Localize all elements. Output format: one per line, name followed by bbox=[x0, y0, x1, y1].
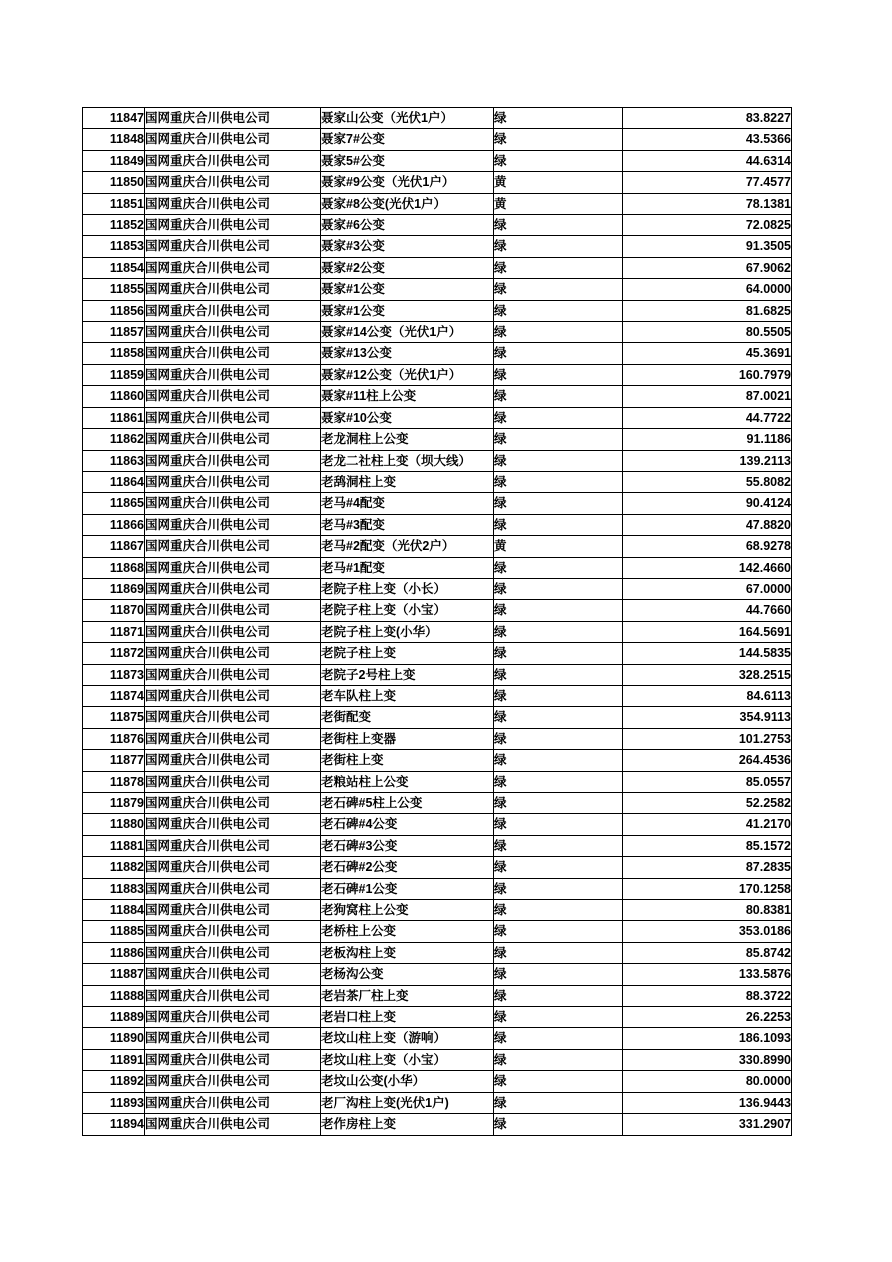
row-id-cell: 11869 bbox=[83, 578, 145, 599]
transformer-name-cell: 聂家#13公变 bbox=[321, 343, 494, 364]
value-cell: 64.0000 bbox=[623, 279, 792, 300]
table-row bbox=[83, 771, 792, 792]
transformer-name-cell: 聂家#2公变 bbox=[321, 257, 494, 278]
transformer-name-cell: 老街柱上变 bbox=[321, 750, 494, 771]
row-id-cell: 11853 bbox=[83, 236, 145, 257]
table-row bbox=[83, 1114, 792, 1135]
status-cell: 绿 bbox=[494, 108, 623, 129]
row-id-cell: 11856 bbox=[83, 300, 145, 321]
company-cell: 国网重庆合川供电公司 bbox=[145, 750, 321, 771]
company-cell: 国网重庆合川供电公司 bbox=[145, 707, 321, 728]
transformer-name-cell: 老马#2配变（光伏2户） bbox=[321, 536, 494, 557]
row-id-cell: 11851 bbox=[83, 193, 145, 214]
transformer-name-cell: 老粮站柱上公变 bbox=[321, 771, 494, 792]
transformer-name-cell: 老龙二社柱上变（坝大线） bbox=[321, 450, 494, 471]
status-cell: 绿 bbox=[494, 322, 623, 343]
value-cell: 90.4124 bbox=[623, 493, 792, 514]
status-cell: 绿 bbox=[494, 493, 623, 514]
table-row bbox=[83, 215, 792, 236]
transformer-name-cell: 老石碑#2公变 bbox=[321, 857, 494, 878]
company-cell: 国网重庆合川供电公司 bbox=[145, 257, 321, 278]
transformer-name-cell: 老院子柱上变（小宝） bbox=[321, 600, 494, 621]
row-id-cell: 11866 bbox=[83, 514, 145, 535]
value-cell: 83.8227 bbox=[623, 108, 792, 129]
company-cell: 国网重庆合川供电公司 bbox=[145, 108, 321, 129]
value-cell: 52.2582 bbox=[623, 793, 792, 814]
table-row bbox=[83, 1092, 792, 1113]
value-cell: 26.2253 bbox=[623, 1007, 792, 1028]
row-id-cell: 11890 bbox=[83, 1028, 145, 1049]
status-cell: 绿 bbox=[494, 664, 623, 685]
row-id-cell: 11857 bbox=[83, 322, 145, 343]
value-cell: 133.5876 bbox=[623, 964, 792, 985]
company-cell: 国网重庆合川供电公司 bbox=[145, 942, 321, 963]
row-id-cell: 11888 bbox=[83, 985, 145, 1006]
company-cell: 国网重庆合川供电公司 bbox=[145, 578, 321, 599]
company-cell: 国网重庆合川供电公司 bbox=[145, 279, 321, 300]
row-id-cell: 11847 bbox=[83, 108, 145, 129]
row-id-cell: 11887 bbox=[83, 964, 145, 985]
row-id-cell: 11862 bbox=[83, 429, 145, 450]
status-cell: 绿 bbox=[494, 750, 623, 771]
company-cell: 国网重庆合川供电公司 bbox=[145, 1071, 321, 1092]
table-row bbox=[83, 429, 792, 450]
status-cell: 绿 bbox=[494, 343, 623, 364]
transformer-name-cell: 聂家7#公变 bbox=[321, 129, 494, 150]
transformer-name-cell: 聂家#10公变 bbox=[321, 407, 494, 428]
company-cell: 国网重庆合川供电公司 bbox=[145, 835, 321, 856]
table-row bbox=[83, 364, 792, 385]
company-cell: 国网重庆合川供电公司 bbox=[145, 493, 321, 514]
company-cell: 国网重庆合川供电公司 bbox=[145, 150, 321, 171]
transformer-name-cell: 聂家#11柱上公变 bbox=[321, 386, 494, 407]
value-cell: 87.2835 bbox=[623, 857, 792, 878]
status-cell: 绿 bbox=[494, 236, 623, 257]
table-row bbox=[83, 557, 792, 578]
row-id-cell: 11854 bbox=[83, 257, 145, 278]
status-cell: 绿 bbox=[494, 450, 623, 471]
value-cell: 85.8742 bbox=[623, 942, 792, 963]
status-cell: 绿 bbox=[494, 857, 623, 878]
value-cell: 44.6314 bbox=[623, 150, 792, 171]
company-cell: 国网重庆合川供电公司 bbox=[145, 471, 321, 492]
table-row bbox=[83, 1028, 792, 1049]
table-row bbox=[83, 1049, 792, 1070]
table-row bbox=[83, 236, 792, 257]
row-id-cell: 11878 bbox=[83, 771, 145, 792]
value-cell: 85.1572 bbox=[623, 835, 792, 856]
row-id-cell: 11889 bbox=[83, 1007, 145, 1028]
table-row bbox=[83, 407, 792, 428]
value-cell: 186.1093 bbox=[623, 1028, 792, 1049]
company-cell: 国网重庆合川供电公司 bbox=[145, 1028, 321, 1049]
company-cell: 国网重庆合川供电公司 bbox=[145, 322, 321, 343]
company-cell: 国网重庆合川供电公司 bbox=[145, 300, 321, 321]
company-cell: 国网重庆合川供电公司 bbox=[145, 964, 321, 985]
value-cell: 353.0186 bbox=[623, 921, 792, 942]
status-cell: 绿 bbox=[494, 578, 623, 599]
table-row bbox=[83, 172, 792, 193]
table-row bbox=[83, 664, 792, 685]
transformer-name-cell: 老狗窝柱上公变 bbox=[321, 900, 494, 921]
company-cell: 国网重庆合川供电公司 bbox=[145, 1049, 321, 1070]
row-id-cell: 11865 bbox=[83, 493, 145, 514]
value-cell: 81.6825 bbox=[623, 300, 792, 321]
table-row bbox=[83, 900, 792, 921]
company-cell: 国网重庆合川供电公司 bbox=[145, 664, 321, 685]
transformer-name-cell: 老板沟柱上变 bbox=[321, 942, 494, 963]
transformer-name-cell: 老街柱上变器 bbox=[321, 728, 494, 749]
table-row bbox=[83, 600, 792, 621]
table-row bbox=[83, 964, 792, 985]
transformer-name-cell: 老石碑#5柱上公变 bbox=[321, 793, 494, 814]
status-cell: 绿 bbox=[494, 900, 623, 921]
table-row bbox=[83, 728, 792, 749]
status-cell: 绿 bbox=[494, 557, 623, 578]
transformer-name-cell: 聂家#3公变 bbox=[321, 236, 494, 257]
status-cell: 绿 bbox=[494, 1049, 623, 1070]
row-id-cell: 11863 bbox=[83, 450, 145, 471]
row-id-cell: 11884 bbox=[83, 900, 145, 921]
row-id-cell: 11877 bbox=[83, 750, 145, 771]
status-cell: 绿 bbox=[494, 771, 623, 792]
row-id-cell: 11855 bbox=[83, 279, 145, 300]
table-row bbox=[83, 108, 792, 129]
company-cell: 国网重庆合川供电公司 bbox=[145, 878, 321, 899]
value-cell: 72.0825 bbox=[623, 215, 792, 236]
value-cell: 142.4660 bbox=[623, 557, 792, 578]
value-cell: 164.5691 bbox=[623, 621, 792, 642]
row-id-cell: 11879 bbox=[83, 793, 145, 814]
row-id-cell: 11891 bbox=[83, 1049, 145, 1070]
value-cell: 264.4536 bbox=[623, 750, 792, 771]
transformer-name-cell: 老岩口柱上变 bbox=[321, 1007, 494, 1028]
table-row bbox=[83, 578, 792, 599]
status-cell: 绿 bbox=[494, 942, 623, 963]
row-id-cell: 11876 bbox=[83, 728, 145, 749]
status-cell: 绿 bbox=[494, 1071, 623, 1092]
transformer-name-cell: 老院子柱上变（小长） bbox=[321, 578, 494, 599]
row-id-cell: 11871 bbox=[83, 621, 145, 642]
transformer-name-cell: 老作房柱上变 bbox=[321, 1114, 494, 1135]
transformer-name-cell: 老马#1配变 bbox=[321, 557, 494, 578]
row-id-cell: 11858 bbox=[83, 343, 145, 364]
transformer-name-cell: 老石碑#1公变 bbox=[321, 878, 494, 899]
value-cell: 47.8820 bbox=[623, 514, 792, 535]
transformer-name-cell: 老院子柱上变 bbox=[321, 643, 494, 664]
table-row bbox=[83, 386, 792, 407]
transformer-name-cell: 老厂沟柱上变(光伏1户) bbox=[321, 1092, 494, 1113]
table-row bbox=[83, 279, 792, 300]
company-cell: 国网重庆合川供电公司 bbox=[145, 857, 321, 878]
transformer-name-cell: 老马#4配变 bbox=[321, 493, 494, 514]
row-id-cell: 11875 bbox=[83, 707, 145, 728]
company-cell: 国网重庆合川供电公司 bbox=[145, 685, 321, 706]
status-cell: 绿 bbox=[494, 600, 623, 621]
table-row bbox=[83, 322, 792, 343]
company-cell: 国网重庆合川供电公司 bbox=[145, 343, 321, 364]
status-cell: 绿 bbox=[494, 429, 623, 450]
company-cell: 国网重庆合川供电公司 bbox=[145, 771, 321, 792]
row-id-cell: 11874 bbox=[83, 685, 145, 706]
table-row bbox=[83, 857, 792, 878]
row-id-cell: 11880 bbox=[83, 814, 145, 835]
status-cell: 绿 bbox=[494, 364, 623, 385]
value-cell: 331.2907 bbox=[623, 1114, 792, 1135]
row-id-cell: 11873 bbox=[83, 664, 145, 685]
company-cell: 国网重庆合川供电公司 bbox=[145, 643, 321, 664]
status-cell: 绿 bbox=[494, 921, 623, 942]
company-cell: 国网重庆合川供电公司 bbox=[145, 600, 321, 621]
table-row bbox=[83, 129, 792, 150]
status-cell: 绿 bbox=[494, 707, 623, 728]
table-row bbox=[83, 300, 792, 321]
value-cell: 67.9062 bbox=[623, 257, 792, 278]
row-id-cell: 11860 bbox=[83, 386, 145, 407]
transformer-name-cell: 老龙洞柱上公变 bbox=[321, 429, 494, 450]
transformer-name-cell: 老坟山柱上变（游响） bbox=[321, 1028, 494, 1049]
status-cell: 绿 bbox=[494, 793, 623, 814]
value-cell: 85.0557 bbox=[623, 771, 792, 792]
company-cell: 国网重庆合川供电公司 bbox=[145, 386, 321, 407]
value-cell: 91.3505 bbox=[623, 236, 792, 257]
value-cell: 84.6113 bbox=[623, 685, 792, 706]
value-cell: 77.4577 bbox=[623, 172, 792, 193]
value-cell: 44.7660 bbox=[623, 600, 792, 621]
status-cell: 绿 bbox=[494, 835, 623, 856]
value-cell: 91.1186 bbox=[623, 429, 792, 450]
transformer-name-cell: 老院子柱上变(小华） bbox=[321, 621, 494, 642]
transformer-name-cell: 老石碑#3公变 bbox=[321, 835, 494, 856]
value-cell: 41.2170 bbox=[623, 814, 792, 835]
value-cell: 101.2753 bbox=[623, 728, 792, 749]
transformer-name-cell: 聂家#1公变 bbox=[321, 279, 494, 300]
transformer-table bbox=[82, 107, 792, 1136]
value-cell: 330.8990 bbox=[623, 1049, 792, 1070]
table-row bbox=[83, 450, 792, 471]
company-cell: 国网重庆合川供电公司 bbox=[145, 236, 321, 257]
company-cell: 国网重庆合川供电公司 bbox=[145, 1114, 321, 1135]
row-id-cell: 11848 bbox=[83, 129, 145, 150]
transformer-name-cell: 老车队柱上变 bbox=[321, 685, 494, 706]
status-cell: 绿 bbox=[494, 1007, 623, 1028]
row-id-cell: 11893 bbox=[83, 1092, 145, 1113]
value-cell: 139.2113 bbox=[623, 450, 792, 471]
status-cell: 绿 bbox=[494, 386, 623, 407]
row-id-cell: 11883 bbox=[83, 878, 145, 899]
status-cell: 绿 bbox=[494, 215, 623, 236]
company-cell: 国网重庆合川供电公司 bbox=[145, 129, 321, 150]
transformer-name-cell: 老马#3配变 bbox=[321, 514, 494, 535]
row-id-cell: 11852 bbox=[83, 215, 145, 236]
company-cell: 国网重庆合川供电公司 bbox=[145, 728, 321, 749]
table-row bbox=[83, 835, 792, 856]
transformer-name-cell: 聂家山公变（光伏1户） bbox=[321, 108, 494, 129]
table-row bbox=[83, 1071, 792, 1092]
transformer-name-cell: 聂家#8公变(光伏1户） bbox=[321, 193, 494, 214]
company-cell: 国网重庆合川供电公司 bbox=[145, 215, 321, 236]
row-id-cell: 11861 bbox=[83, 407, 145, 428]
company-cell: 国网重庆合川供电公司 bbox=[145, 193, 321, 214]
transformer-name-cell: 老街配变 bbox=[321, 707, 494, 728]
row-id-cell: 11868 bbox=[83, 557, 145, 578]
table-body bbox=[83, 108, 792, 1136]
status-cell: 绿 bbox=[494, 150, 623, 171]
value-cell: 55.8082 bbox=[623, 471, 792, 492]
table-row bbox=[83, 643, 792, 664]
status-cell: 绿 bbox=[494, 279, 623, 300]
transformer-name-cell: 聂家#14公变（光伏1户） bbox=[321, 322, 494, 343]
table-row bbox=[83, 343, 792, 364]
status-cell: 绿 bbox=[494, 1028, 623, 1049]
table-row bbox=[83, 814, 792, 835]
value-cell: 170.1258 bbox=[623, 878, 792, 899]
row-id-cell: 11859 bbox=[83, 364, 145, 385]
value-cell: 80.8381 bbox=[623, 900, 792, 921]
table-row bbox=[83, 942, 792, 963]
company-cell: 国网重庆合川供电公司 bbox=[145, 407, 321, 428]
row-id-cell: 11892 bbox=[83, 1071, 145, 1092]
row-id-cell: 11894 bbox=[83, 1114, 145, 1135]
company-cell: 国网重庆合川供电公司 bbox=[145, 172, 321, 193]
status-cell: 绿 bbox=[494, 985, 623, 1006]
table-row bbox=[83, 921, 792, 942]
company-cell: 国网重庆合川供电公司 bbox=[145, 921, 321, 942]
value-cell: 44.7722 bbox=[623, 407, 792, 428]
value-cell: 144.5835 bbox=[623, 643, 792, 664]
value-cell: 45.3691 bbox=[623, 343, 792, 364]
row-id-cell: 11867 bbox=[83, 536, 145, 557]
status-cell: 绿 bbox=[494, 471, 623, 492]
value-cell: 136.9443 bbox=[623, 1092, 792, 1113]
value-cell: 328.2515 bbox=[623, 664, 792, 685]
table-row bbox=[83, 514, 792, 535]
status-cell: 绿 bbox=[494, 1114, 623, 1135]
row-id-cell: 11872 bbox=[83, 643, 145, 664]
row-id-cell: 11864 bbox=[83, 471, 145, 492]
status-cell: 绿 bbox=[494, 300, 623, 321]
status-cell: 绿 bbox=[494, 129, 623, 150]
table-row bbox=[83, 621, 792, 642]
table-row bbox=[83, 750, 792, 771]
company-cell: 国网重庆合川供电公司 bbox=[145, 1007, 321, 1028]
status-cell: 绿 bbox=[494, 685, 623, 706]
transformer-name-cell: 老坟山公变(小华） bbox=[321, 1071, 494, 1092]
table-row bbox=[83, 193, 792, 214]
status-cell: 绿 bbox=[494, 643, 623, 664]
company-cell: 国网重庆合川供电公司 bbox=[145, 621, 321, 642]
status-cell: 黄 bbox=[494, 536, 623, 557]
status-cell: 绿 bbox=[494, 514, 623, 535]
table-row bbox=[83, 985, 792, 1006]
table-row bbox=[83, 536, 792, 557]
transformer-name-cell: 老岩茶厂柱上变 bbox=[321, 985, 494, 1006]
value-cell: 67.0000 bbox=[623, 578, 792, 599]
status-cell: 绿 bbox=[494, 1092, 623, 1113]
table-row bbox=[83, 257, 792, 278]
status-cell: 绿 bbox=[494, 878, 623, 899]
status-cell: 绿 bbox=[494, 621, 623, 642]
transformer-name-cell: 聂家#12公变（光伏1户） bbox=[321, 364, 494, 385]
value-cell: 78.1381 bbox=[623, 193, 792, 214]
company-cell: 国网重庆合川供电公司 bbox=[145, 985, 321, 1006]
status-cell: 绿 bbox=[494, 407, 623, 428]
company-cell: 国网重庆合川供电公司 bbox=[145, 364, 321, 385]
transformer-name-cell: 聂家#9公变（光伏1户） bbox=[321, 172, 494, 193]
row-id-cell: 11881 bbox=[83, 835, 145, 856]
company-cell: 国网重庆合川供电公司 bbox=[145, 450, 321, 471]
row-id-cell: 11882 bbox=[83, 857, 145, 878]
transformer-name-cell: 老桥柱上公变 bbox=[321, 921, 494, 942]
row-id-cell: 11849 bbox=[83, 150, 145, 171]
value-cell: 87.0021 bbox=[623, 386, 792, 407]
transformer-name-cell: 聂家5#公变 bbox=[321, 150, 494, 171]
value-cell: 80.5505 bbox=[623, 322, 792, 343]
company-cell: 国网重庆合川供电公司 bbox=[145, 536, 321, 557]
table-row bbox=[83, 471, 792, 492]
transformer-name-cell: 老鸹洞柱上变 bbox=[321, 471, 494, 492]
value-cell: 88.3722 bbox=[623, 985, 792, 1006]
company-cell: 国网重庆合川供电公司 bbox=[145, 429, 321, 450]
table-row bbox=[83, 1007, 792, 1028]
company-cell: 国网重庆合川供电公司 bbox=[145, 793, 321, 814]
table-row bbox=[83, 685, 792, 706]
company-cell: 国网重庆合川供电公司 bbox=[145, 1092, 321, 1113]
table-row bbox=[83, 793, 792, 814]
value-cell: 80.0000 bbox=[623, 1071, 792, 1092]
status-cell: 绿 bbox=[494, 728, 623, 749]
row-id-cell: 11850 bbox=[83, 172, 145, 193]
transformer-name-cell: 老杨沟公变 bbox=[321, 964, 494, 985]
table-row bbox=[83, 878, 792, 899]
company-cell: 国网重庆合川供电公司 bbox=[145, 814, 321, 835]
status-cell: 绿 bbox=[494, 257, 623, 278]
company-cell: 国网重庆合川供电公司 bbox=[145, 557, 321, 578]
row-id-cell: 11885 bbox=[83, 921, 145, 942]
value-cell: 68.9278 bbox=[623, 536, 792, 557]
status-cell: 绿 bbox=[494, 814, 623, 835]
status-cell: 黄 bbox=[494, 193, 623, 214]
company-cell: 国网重庆合川供电公司 bbox=[145, 900, 321, 921]
row-id-cell: 11886 bbox=[83, 942, 145, 963]
transformer-name-cell: 老坟山柱上变（小宝） bbox=[321, 1049, 494, 1070]
table-row bbox=[83, 150, 792, 171]
transformer-name-cell: 聂家#1公变 bbox=[321, 300, 494, 321]
transformer-name-cell: 聂家#6公变 bbox=[321, 215, 494, 236]
value-cell: 160.7979 bbox=[623, 364, 792, 385]
company-cell: 国网重庆合川供电公司 bbox=[145, 514, 321, 535]
value-cell: 43.5366 bbox=[623, 129, 792, 150]
table-row bbox=[83, 493, 792, 514]
row-id-cell: 11870 bbox=[83, 600, 145, 621]
table-row bbox=[83, 707, 792, 728]
value-cell: 354.9113 bbox=[623, 707, 792, 728]
transformer-name-cell: 老石碑#4公变 bbox=[321, 814, 494, 835]
status-cell: 绿 bbox=[494, 964, 623, 985]
status-cell: 黄 bbox=[494, 172, 623, 193]
transformer-name-cell: 老院子2号柱上变 bbox=[321, 664, 494, 685]
